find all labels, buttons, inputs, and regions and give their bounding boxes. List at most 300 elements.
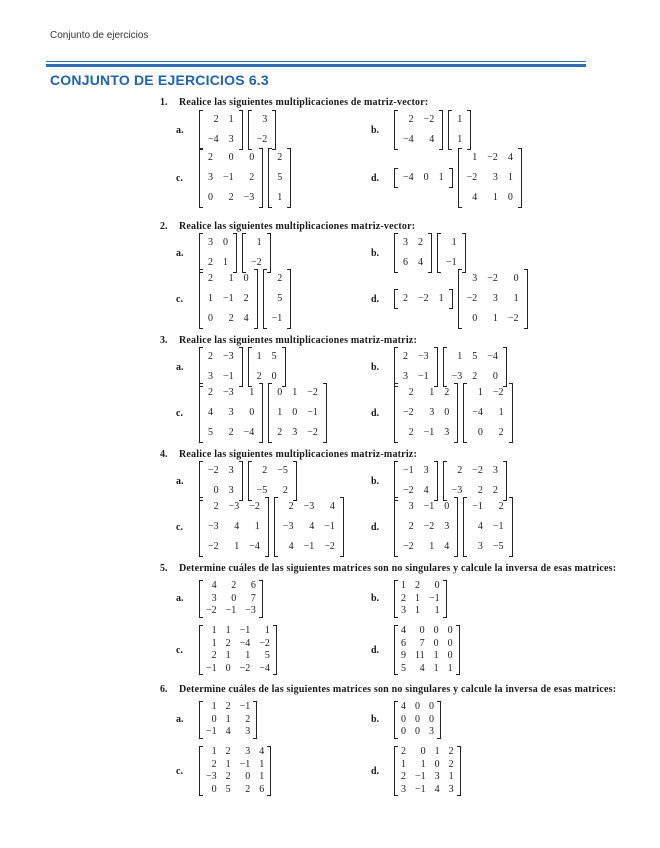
- matrix-entry: 3: [444, 427, 450, 438]
- matrix-entry: 1: [434, 746, 440, 757]
- matrix-entry: 5: [277, 293, 283, 304]
- matrix-entry: 1: [211, 746, 217, 757]
- matrix: [199, 461, 243, 501]
- exercise-instruction: Realice las siguientes multiplicaciones matriz-matriz:: [179, 335, 417, 346]
- matrix: [394, 347, 438, 387]
- matrix-entry: −4: [239, 637, 251, 649]
- matrix-entry: 5: [208, 427, 213, 438]
- matrix-entry: −1: [239, 625, 251, 636]
- matrix-entry: 4: [423, 485, 429, 496]
- matrix-entry: 1: [256, 237, 262, 248]
- matrix-entry: −1: [223, 293, 234, 304]
- exercise-part: [176, 269, 291, 329]
- matrix-entry: 4: [401, 701, 406, 712]
- matrix-entry: −4: [259, 662, 270, 674]
- matrix-entry: 1: [457, 114, 463, 125]
- part-label: d.: [371, 293, 380, 305]
- matrix-entry: 4: [401, 625, 406, 636]
- matrix-entry: −1: [225, 605, 237, 616]
- matrix-entry: 5: [401, 662, 406, 674]
- matrix-entry: −3: [451, 371, 463, 382]
- exercise-instruction: Realice las siguientes multiplicaciones matriz-vector:: [179, 221, 416, 232]
- matrix: [394, 289, 453, 309]
- matrix-entry: 0: [429, 701, 434, 712]
- matrix-entry: 3: [292, 427, 298, 438]
- matrix-entry: 0: [472, 313, 478, 324]
- matrix-entry: −2: [423, 521, 435, 532]
- matrix-entry: 2: [228, 313, 234, 324]
- exercise-number: 1.: [160, 97, 168, 108]
- matrix-entry: 3: [401, 605, 406, 616]
- matrix-entry: 0: [415, 713, 420, 725]
- matrix-entry: 3: [429, 726, 434, 737]
- matrix-entry: 1: [451, 237, 457, 248]
- matrix-entry: 2: [477, 485, 483, 496]
- exercise-instruction: Realice las siguientes multiplicaciones de matriz-vector:: [179, 97, 429, 108]
- exercise-heading: [160, 221, 415, 232]
- matrix-entry: 0: [401, 713, 406, 725]
- matrix-entry: 3: [448, 783, 454, 795]
- matrix-entry: 0: [429, 713, 434, 725]
- matrix-entry: 2: [277, 427, 283, 438]
- matrix-entry: 1: [415, 592, 420, 604]
- matrix-entry: 2: [403, 351, 408, 362]
- part-label: b.: [371, 361, 380, 373]
- matrix-entry: 0: [415, 701, 420, 712]
- matrix-entry: −2: [487, 152, 498, 163]
- matrix-entry: 1: [429, 387, 435, 398]
- matrix: [248, 347, 286, 387]
- matrix-entry: 3: [228, 485, 234, 496]
- matrix-entry: 6: [259, 783, 265, 795]
- matrix-entry: 1: [457, 351, 463, 362]
- matrix-entry: 0: [513, 273, 519, 284]
- matrix-entry: −1: [324, 521, 335, 532]
- part-label: c.: [176, 172, 183, 184]
- part-label: c.: [176, 293, 183, 305]
- matrix-entry: 3: [444, 521, 450, 532]
- matrix-entry: −2: [324, 541, 335, 552]
- matrix-entry: 1: [492, 313, 498, 324]
- matrix-entry: 0: [447, 637, 453, 649]
- exercise-part: [371, 148, 522, 208]
- matrix-entry: −1: [403, 465, 414, 476]
- matrix-entry: 1: [223, 257, 228, 268]
- matrix-entry: −3: [303, 501, 315, 512]
- matrix-entry: 2: [457, 465, 463, 476]
- matrix: [394, 580, 447, 618]
- matrix-entry: 4: [234, 521, 240, 532]
- matrix-entry: 4: [434, 783, 440, 795]
- part-label: b.: [371, 475, 380, 487]
- matrix-entry: −1: [307, 407, 318, 418]
- part-label: d.: [371, 644, 380, 656]
- matrix-entry: 2: [408, 387, 414, 398]
- matrix-entry: 3: [423, 465, 429, 476]
- exercise-part: [176, 461, 297, 501]
- matrix-entry: 0: [231, 592, 237, 604]
- matrix-entry: 1: [507, 172, 513, 183]
- matrix-entry: 2: [282, 485, 288, 496]
- matrix-entry: 1: [234, 541, 240, 552]
- matrix-entry: 1: [401, 580, 406, 591]
- matrix-entry: 0: [243, 273, 249, 284]
- matrix-entry: 2: [225, 746, 231, 757]
- matrix-entry: 3: [262, 114, 268, 125]
- matrix-entry: 0: [249, 152, 255, 163]
- matrix-entry: 5: [472, 351, 478, 362]
- matrix: [199, 383, 263, 443]
- matrix: [199, 233, 237, 273]
- matrix-entry: 2: [228, 192, 234, 203]
- matrix-entry: −2: [249, 501, 260, 512]
- matrix: [448, 110, 471, 150]
- matrix-entry: 1: [277, 192, 283, 203]
- exercise-part: [176, 580, 263, 618]
- matrix-entry: 1: [245, 650, 251, 661]
- matrix-entry: −2: [466, 172, 478, 183]
- matrix-entry: 1: [256, 351, 262, 362]
- matrix-entry: 1: [438, 172, 444, 183]
- matrix-entry: 1: [433, 650, 439, 661]
- matrix: [458, 148, 522, 208]
- matrix-entry: 1: [429, 541, 435, 552]
- exercise-part: [371, 233, 466, 273]
- matrix: [199, 746, 271, 796]
- matrix-entry: 0: [420, 746, 426, 757]
- matrix-entry: −3: [228, 501, 240, 512]
- matrix-entry: −1: [415, 783, 426, 795]
- matrix-entry: 1: [434, 605, 440, 616]
- matrix-entry: 1: [259, 771, 265, 782]
- matrix-entry: 1: [438, 293, 444, 304]
- matrix: [274, 497, 344, 557]
- matrix-entry: 3: [208, 237, 213, 248]
- matrix-entry: 7: [419, 637, 425, 649]
- matrix-entry: 2: [401, 592, 406, 604]
- matrix-entry: 2: [288, 501, 294, 512]
- matrix-entry: −4: [243, 427, 255, 438]
- matrix: [248, 110, 277, 150]
- matrix-entry: 5: [264, 650, 270, 661]
- exercise-part: [371, 383, 513, 443]
- matrix-entry: −1: [423, 501, 435, 512]
- exercise-part: [176, 148, 291, 208]
- exercise-heading: [160, 563, 616, 574]
- exercise-part: [371, 347, 507, 387]
- matrix-entry: 1: [292, 387, 298, 398]
- matrix-entry: 2: [403, 293, 408, 304]
- matrix-entry: 2: [208, 351, 213, 362]
- matrix-entry: −5: [256, 485, 268, 496]
- exercise-part: [176, 233, 271, 273]
- exercise-part: [371, 746, 461, 796]
- section-title: CONJUNTO DE EJERCICIOS 6.3: [50, 72, 269, 88]
- matrix-entry: 2: [231, 580, 237, 591]
- matrix-entry: 0: [211, 713, 217, 725]
- matrix-entry: −1: [429, 592, 440, 604]
- matrix: [463, 497, 512, 557]
- matrix-entry: 0: [211, 783, 217, 795]
- exercise-part: [176, 746, 271, 796]
- exercise-part: [176, 110, 276, 150]
- part-label: c.: [176, 521, 183, 533]
- matrix-entry: 4: [477, 521, 483, 532]
- matrix-entry: 2: [415, 580, 420, 591]
- matrix-entry: 0: [434, 758, 440, 770]
- exercise-number: 3.: [160, 335, 168, 346]
- matrix-entry: 0: [208, 192, 213, 203]
- matrix: [394, 461, 438, 501]
- matrix: [463, 383, 512, 443]
- matrix: [394, 625, 460, 675]
- matrix: [394, 168, 453, 188]
- matrix-entry: 0: [277, 387, 283, 398]
- matrix-entry: −4: [249, 541, 260, 552]
- matrix-entry: 6: [401, 637, 406, 649]
- exercise-heading: [160, 335, 417, 346]
- matrix-entry: 3: [408, 501, 414, 512]
- part-label: a.: [176, 361, 184, 373]
- matrix: [268, 383, 327, 443]
- matrix-entry: 7: [250, 592, 256, 604]
- exercise-number: 2.: [160, 221, 168, 232]
- matrix-entry: 3: [434, 771, 440, 782]
- part-label: d.: [371, 521, 380, 533]
- matrix-entry: 1: [420, 758, 426, 770]
- matrix-entry: 3: [403, 237, 408, 248]
- matrix-entry: −2: [403, 541, 414, 552]
- matrix-entry: 4: [288, 541, 294, 552]
- matrix: [199, 701, 257, 739]
- exercise-part: [371, 497, 513, 557]
- matrix: [394, 233, 432, 273]
- matrix-entry: −2: [239, 662, 251, 674]
- matrix-entry: −1: [223, 371, 234, 382]
- matrix-entry: 0: [444, 501, 450, 512]
- matrix-entry: −2: [307, 387, 318, 398]
- matrix-entry: 1: [277, 407, 283, 418]
- matrix-entry: 2: [245, 783, 251, 795]
- matrix-entry: 3: [245, 746, 251, 757]
- matrix-entry: 3: [208, 371, 213, 382]
- matrix-entry: 2: [213, 501, 219, 512]
- matrix-entry: 2: [256, 371, 262, 382]
- matrix-entry: 5: [271, 351, 277, 362]
- matrix-entry: 4: [329, 501, 335, 512]
- matrix-entry: −3: [245, 605, 256, 616]
- matrix-entry: −2: [256, 134, 268, 145]
- matrix-entry: 2: [225, 637, 231, 649]
- matrix-entry: 0: [228, 152, 234, 163]
- exercise-part: [371, 461, 507, 501]
- matrix-entry: 3: [492, 172, 498, 183]
- matrix-entry: 3: [403, 371, 408, 382]
- matrix-entry: 2: [225, 701, 231, 712]
- matrix-entry: 0: [208, 313, 213, 324]
- matrix-entry: 1: [477, 387, 483, 398]
- part-label: c.: [176, 407, 183, 419]
- matrix-entry: −2: [206, 605, 217, 616]
- matrix: [458, 269, 528, 329]
- matrix: [199, 625, 277, 675]
- matrix-entry: 1: [211, 701, 217, 712]
- matrix-entry: −3: [243, 192, 255, 203]
- matrix: [268, 148, 291, 208]
- exercise-instruction: Determine cuáles de las siguientes matrices son no singulares y calcule la inversa de esas matrices:: [179, 684, 617, 695]
- exercise-number: 5.: [160, 563, 168, 574]
- matrix-entry: 2: [444, 387, 450, 398]
- matrix-entry: 3: [245, 726, 251, 737]
- matrix-entry: 4: [472, 192, 478, 203]
- matrix-entry: 4: [259, 746, 265, 757]
- matrix-entry: −1: [239, 701, 251, 712]
- running-head: Conjunto de ejercicios: [50, 30, 149, 41]
- matrix-entry: 1: [264, 625, 270, 636]
- matrix-entry: 3: [228, 407, 234, 418]
- matrix-entry: 0: [447, 650, 453, 661]
- matrix-entry: 3: [472, 273, 478, 284]
- matrix-entry: 1: [415, 605, 420, 616]
- matrix-entry: 0: [271, 371, 277, 382]
- matrix-entry: −3: [208, 521, 219, 532]
- matrix-entry: 2: [408, 114, 414, 125]
- matrix-entry: −2: [507, 313, 519, 324]
- part-label: d.: [371, 407, 380, 419]
- matrix-entry: 0: [433, 637, 439, 649]
- matrix-entry: 1: [448, 771, 454, 782]
- exercise-part: [176, 497, 344, 557]
- matrix-entry: −1: [492, 521, 504, 532]
- header-rule-thick: [46, 64, 586, 67]
- matrix-entry: 2: [492, 485, 498, 496]
- matrix-entry: −1: [418, 371, 429, 382]
- exercise-part: [176, 383, 327, 443]
- part-label: b.: [371, 593, 380, 605]
- matrix-entry: 2: [243, 293, 249, 304]
- matrix-entry: 3: [211, 592, 217, 604]
- matrix-entry: 1: [254, 521, 260, 532]
- matrix-entry: 1: [208, 293, 213, 304]
- matrix-entry: −1: [415, 771, 426, 782]
- matrix-entry: 0: [447, 625, 453, 636]
- matrix-entry: 3: [492, 293, 498, 304]
- exercise-part: [371, 580, 447, 618]
- matrix-entry: 1: [225, 758, 231, 770]
- matrix: [199, 269, 258, 329]
- matrix-entry: 2: [498, 501, 504, 512]
- matrix-entry: −3: [282, 521, 294, 532]
- part-label: d.: [371, 765, 380, 777]
- matrix-entry: 3: [429, 407, 435, 418]
- exercise-instruction: Realice las siguientes multiplicaciones matriz-matriz:: [179, 449, 417, 460]
- matrix-entry: 1: [401, 758, 406, 770]
- matrix-entry: −3: [451, 485, 463, 496]
- matrix-entry: −1: [206, 726, 217, 737]
- exercise-part: [371, 625, 460, 675]
- exercise-part: [176, 347, 286, 387]
- matrix-entry: 1: [249, 387, 255, 398]
- matrix-entry: 1: [433, 662, 439, 674]
- matrix-entry: 0: [507, 192, 513, 203]
- matrix: [437, 233, 466, 273]
- matrix-entry: 2: [498, 427, 504, 438]
- matrix-entry: 0: [245, 771, 251, 782]
- matrix-entry: 0: [401, 726, 406, 737]
- matrix-entry: 3: [477, 541, 483, 552]
- matrix-entry: 2: [208, 152, 213, 163]
- matrix-entry: 2: [448, 758, 454, 770]
- matrix-entry: 0: [415, 726, 420, 737]
- matrix-entry: −2: [403, 407, 414, 418]
- matrix-entry: 1: [472, 152, 478, 163]
- matrix-entry: 4: [507, 152, 513, 163]
- matrix-entry: 2: [208, 387, 213, 398]
- matrix-entry: −1: [472, 501, 483, 512]
- matrix-entry: 0: [249, 407, 255, 418]
- matrix-entry: −2: [307, 427, 318, 438]
- matrix-entry: 0: [433, 625, 439, 636]
- matrix-entry: 4: [444, 541, 450, 552]
- part-label: d.: [371, 172, 380, 184]
- matrix-entry: −3: [223, 351, 234, 362]
- matrix-entry: 2: [208, 257, 213, 268]
- matrix-entry: 3: [228, 465, 234, 476]
- matrix-entry: −2: [466, 293, 478, 304]
- matrix-entry: 2: [418, 237, 423, 248]
- matrix-entry: 0: [434, 580, 440, 591]
- matrix-entry: 2: [213, 114, 219, 125]
- matrix-entry: −1: [423, 427, 435, 438]
- matrix-entry: 2: [401, 746, 406, 757]
- exercise-part: [371, 269, 528, 329]
- matrix-entry: 2: [448, 746, 454, 757]
- part-label: a.: [176, 475, 184, 487]
- matrix-entry: −3: [223, 387, 234, 398]
- matrix-entry: 4: [243, 313, 249, 324]
- matrix-entry: 6: [250, 580, 256, 591]
- matrix-entry: 2: [225, 771, 231, 782]
- exercise-part: [176, 625, 277, 675]
- matrix-entry: 2: [277, 273, 283, 284]
- matrix-entry: −2: [487, 273, 498, 284]
- matrix-entry: 4: [309, 521, 315, 532]
- exercise-part: [176, 701, 257, 739]
- header-rule-thin: [46, 61, 586, 62]
- matrix-entry: 2: [472, 371, 478, 382]
- exercise-part: [371, 110, 471, 150]
- matrix-entry: 5: [277, 172, 283, 183]
- matrix-entry: −4: [472, 407, 483, 418]
- matrix-entry: 2: [211, 650, 217, 661]
- matrix-entry: 0: [213, 485, 219, 496]
- matrix-entry: −2: [251, 257, 262, 268]
- matrix-entry: −5: [277, 465, 288, 476]
- matrix: [443, 461, 507, 501]
- matrix-entry: 1: [211, 625, 217, 636]
- matrix-entry: 4: [429, 134, 435, 145]
- matrix-entry: 4: [418, 257, 423, 268]
- matrix: [199, 110, 243, 150]
- matrix-entry: 1: [498, 407, 504, 418]
- matrix-entry: 1: [225, 713, 231, 725]
- matrix-entry: −1: [239, 758, 251, 770]
- part-label: a.: [176, 593, 184, 605]
- matrix-entry: −2: [208, 541, 219, 552]
- matrix-entry: 2: [277, 152, 283, 163]
- matrix-entry: −2: [403, 485, 414, 496]
- matrix: [443, 347, 507, 387]
